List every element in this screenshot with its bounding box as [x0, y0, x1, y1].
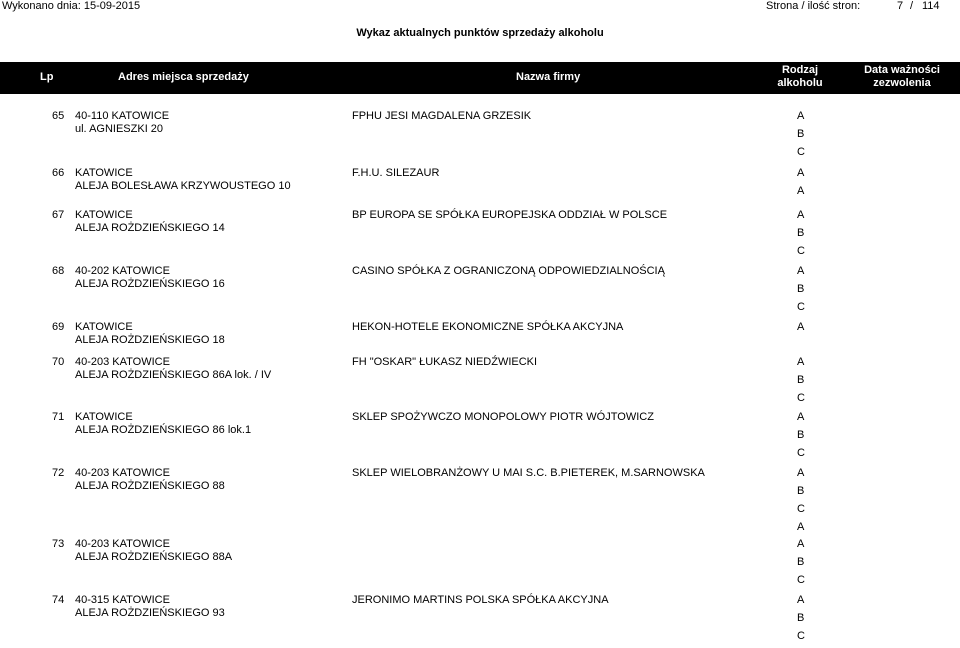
row-categories — [797, 265, 805, 319]
row-lp: 67 — [52, 209, 65, 221]
row-category: A — [797, 185, 805, 197]
row-category: B — [797, 128, 805, 140]
row-address — [75, 467, 225, 493]
row-firm: SKLEP WIELOBRANŻOWY U MAI S.C. B.PIETEREK, M.SARNOWSKA — [352, 467, 705, 479]
row-category: A — [797, 594, 805, 606]
page-current: 7 — [897, 0, 904, 12]
row-category: B — [797, 227, 805, 239]
row-category: C — [797, 392, 805, 404]
row-categories — [797, 538, 805, 592]
row-firm: CASINO SPÓŁKA Z OGRANICZONĄ ODPOWIEDZIALNOŚCIĄ — [352, 265, 665, 277]
row-category: C — [797, 503, 805, 515]
row-address — [75, 411, 251, 437]
column-type-line1: Rodzaj — [781, 64, 819, 76]
report-title: Wykaz aktualnych punktów sprzedaży alkoholu — [356, 27, 604, 39]
row-category: C — [797, 146, 805, 158]
row-category: B — [797, 612, 805, 624]
row-category: B — [797, 283, 805, 295]
row-firm: BP EUROPA SE SPÓŁKA EUROPEJSKA ODDZIAŁ W POLSCE — [352, 209, 668, 221]
row-categories — [797, 411, 805, 465]
row-category: A — [797, 321, 805, 333]
row-address-line2: ALEJA ROŻDZIEŃSKIEGO 18 — [75, 334, 225, 346]
row-address-line2: ALEJA BOLESŁAWA KRZYWOUSTEGO 10 — [75, 180, 291, 192]
row-category: C — [797, 447, 805, 459]
row-address — [75, 110, 169, 136]
row-category: A — [797, 356, 805, 368]
row-lp: 69 — [52, 321, 65, 333]
row-address-line2: ALEJA ROŻDZIEŃSKIEGO 16 — [75, 278, 225, 290]
column-type-line2: alkoholu — [777, 77, 823, 89]
row-categories — [797, 356, 805, 410]
row-address-line1: 40-202 KATOWICE — [75, 265, 170, 277]
row-lp: 68 — [52, 265, 65, 277]
row-lp: 72 — [52, 467, 65, 479]
row-address-line1: 40-203 KATOWICE — [75, 538, 170, 550]
row-address-line1: 40-203 KATOWICE — [75, 467, 170, 479]
row-address-line2: ALEJA ROŻDZIEŃSKIEGO 88A — [75, 551, 233, 563]
row-category: A — [797, 209, 805, 221]
row-firm: JERONIMO MARTINS POLSKA SPÓŁKA AKCYJNA — [352, 594, 609, 606]
row-category: A — [797, 110, 805, 122]
row-firm: HEKON-HOTELE EKONOMICZNE SPÓŁKA AKCYJNA — [352, 321, 624, 333]
page-total: 114 — [922, 0, 940, 12]
row-category: B — [797, 429, 805, 441]
row-address — [75, 356, 271, 382]
row-firm: F.H.U. SILEZAUR — [352, 167, 440, 179]
row-category: A — [797, 521, 805, 533]
row-categories — [797, 321, 804, 339]
row-categories — [797, 167, 804, 203]
row-categories — [797, 594, 805, 648]
row-address — [75, 265, 225, 291]
row-category: C — [797, 574, 805, 586]
row-address — [75, 209, 225, 235]
row-lp: 73 — [52, 538, 65, 550]
row-category: B — [797, 374, 805, 386]
column-firm: Nazwa firmy — [516, 71, 581, 83]
row-categories — [797, 209, 805, 263]
row-category: C — [797, 301, 805, 313]
row-address — [75, 321, 225, 347]
row-address — [75, 538, 232, 564]
row-category: A — [797, 538, 805, 550]
row-lp: 71 — [52, 411, 65, 423]
row-category: A — [797, 467, 805, 479]
row-category: A — [797, 411, 805, 423]
row-address-line2: ALEJA ROŻDZIEŃSKIEGO 93 — [75, 607, 225, 619]
row-address-line2: ALEJA ROŻDZIEŃSKIEGO 88 — [75, 480, 225, 492]
row-address-line2: ALEJA ROŻDZIEŃSKIEGO 86 lok.1 — [75, 424, 252, 436]
row-firm: FH "OSKAR" ŁUKASZ NIEDŹWIECKI — [352, 356, 538, 368]
row-address-line2: ul. AGNIESZKI 20 — [75, 123, 164, 135]
page-count-label: Strona / ilość stron: — [766, 0, 861, 12]
row-category: C — [797, 630, 805, 642]
row-category: B — [797, 485, 805, 497]
row-category: C — [797, 245, 805, 257]
row-address-line2: ALEJA ROŻDZIEŃSKIEGO 86A lok. / IV — [75, 369, 272, 381]
generated-date: Wykonano dnia: 15-09-2015 — [2, 0, 141, 12]
row-category: A — [797, 167, 805, 179]
column-lp: Lp — [40, 71, 54, 83]
row-address-line2: ALEJA ROŻDZIEŃSKIEGO 14 — [75, 222, 225, 234]
row-lp: 74 — [52, 594, 65, 606]
row-lp: 70 — [52, 356, 65, 368]
row-lp: 65 — [52, 110, 65, 122]
row-category: A — [797, 265, 805, 277]
row-address-line1: 40-203 KATOWICE — [75, 356, 170, 368]
row-address — [75, 594, 225, 620]
row-lp: 66 — [52, 167, 65, 179]
row-categories — [797, 467, 805, 539]
column-valid-line2: zezwolenia — [873, 77, 931, 89]
column-valid-line1: Data ważności — [864, 64, 940, 76]
row-address-line1: KATOWICE — [75, 411, 133, 423]
row-address-line1: KATOWICE — [75, 167, 133, 179]
row-categories — [797, 110, 805, 164]
row-address-line1: KATOWICE — [75, 209, 133, 221]
row-address-line1: 40-110 KATOWICE — [75, 110, 170, 122]
row-firm: SKLEP SPOŻYWCZO MONOPOLOWY PIOTR WÓJTOWICZ — [352, 411, 654, 423]
page-separator: / — [910, 0, 914, 12]
row-address-line1: 40-315 KATOWICE — [75, 594, 170, 606]
row-firm: FPHU JESI MAGDALENA GRZESIK — [352, 110, 532, 122]
column-address: Adres miejsca sprzedaży — [118, 71, 249, 83]
row-address — [75, 167, 291, 193]
row-address-line1: KATOWICE — [75, 321, 133, 333]
row-category: B — [797, 556, 805, 568]
